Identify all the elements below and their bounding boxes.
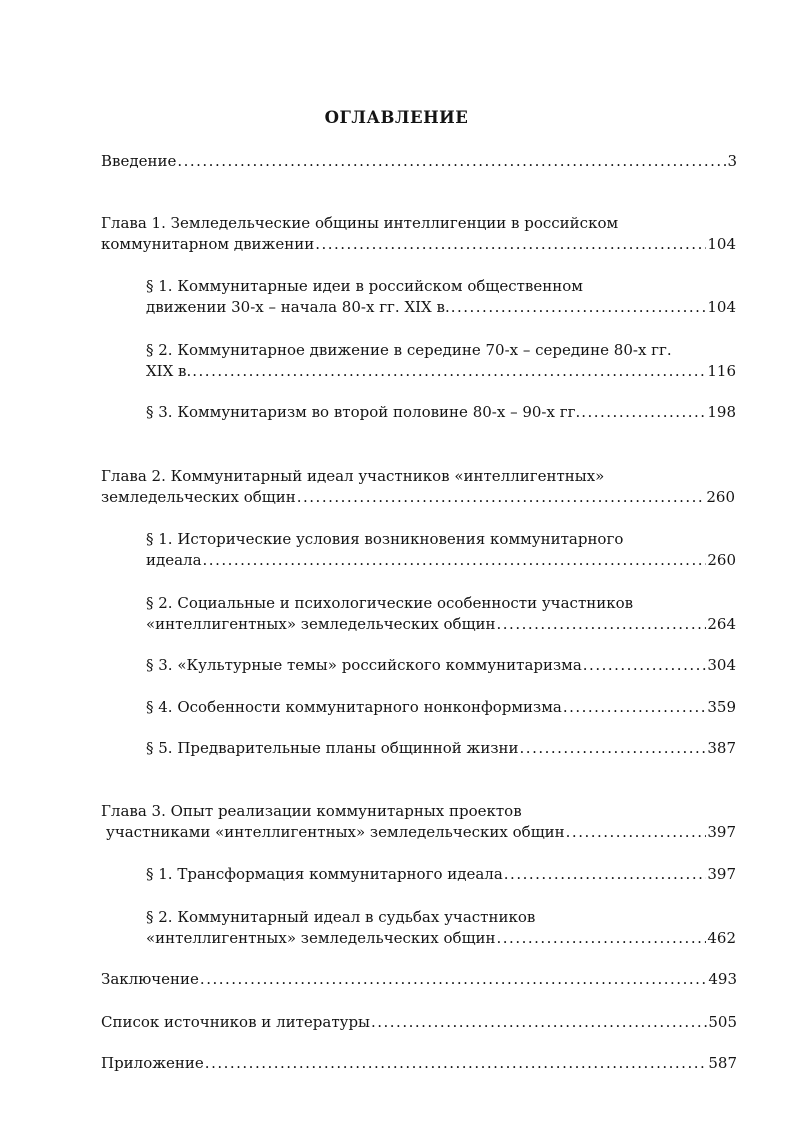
toc-entry-ch2-section-4 — [146, 697, 736, 718]
entry-text: § 5. Предварительные планы общинной жизни — [146, 739, 519, 757]
page-number: 462 — [707, 929, 736, 947]
entry-heading: § 1. Исторические условия возникновения коммунитарного — [146, 530, 624, 548]
entry-heading: Глава 3. Опыт реализации коммунитарных проектов — [101, 802, 522, 820]
entry-text: § 3. Коммунитаризм во второй половине 80-х – 90-х гг. — [146, 403, 581, 421]
page-number: 264 — [707, 615, 736, 633]
toc-entry-ch1-section-1 — [146, 276, 736, 318]
page-number: 260 — [706, 488, 735, 506]
page-number: 387 — [707, 739, 736, 757]
dot-leader — [504, 864, 707, 885]
entry-text: «интеллигентных» земледельческих общин — [146, 929, 496, 947]
toc-entry-appendix — [101, 1053, 737, 1074]
toc-entry-ch2-section-1 — [146, 529, 736, 571]
dot-leader — [315, 234, 706, 255]
dot-leader — [203, 550, 707, 571]
dot-leader — [297, 487, 706, 508]
entry-text: «интеллигентных» земледельческих общин — [146, 615, 496, 633]
dot-leader — [205, 1053, 708, 1074]
dot-leader — [583, 655, 707, 676]
entry-heading: § 2. Социальные и психологические особенности участников — [146, 594, 634, 612]
entry-text: § 1. Трансформация коммунитарного идеала — [146, 865, 503, 883]
entry-text: коммунитарном движении — [101, 235, 315, 253]
entry-text: участниками «интеллигентных» земледельческих общин — [106, 823, 565, 841]
dot-leader — [177, 151, 726, 172]
page-number: 116 — [707, 362, 736, 380]
entry-text: Введение — [101, 152, 177, 170]
entry-text: § 4. Особенности коммунитарного нонконформизма — [146, 698, 562, 716]
entry-heading: Глава 2. Коммунитарный идеал участников «интеллигентных» — [101, 467, 605, 485]
toc-entry-conclusion — [101, 969, 737, 990]
page-number: 104 — [707, 298, 736, 316]
page-number: 3 — [727, 152, 737, 170]
entry-text: движении 30-х – начала 80-х гг. XIX в. — [146, 298, 450, 316]
dot-leader — [371, 1012, 707, 1033]
page-number: 198 — [707, 403, 736, 421]
page-number: 260 — [707, 551, 736, 569]
dot-leader — [497, 928, 707, 949]
toc-entry-ch1-section-2 — [146, 340, 736, 382]
toc-entry-chapter-3 — [101, 801, 736, 843]
toc-entry-ch2-section-5 — [146, 738, 736, 759]
toc-entry-ch2-section-2 — [146, 593, 736, 635]
page-number: 304 — [707, 656, 736, 674]
toc-entry-introduction — [101, 151, 737, 172]
page-number: 359 — [707, 698, 736, 716]
entry-heading: § 1. Коммунитарные идеи в российском общественном — [146, 277, 583, 295]
dot-leader — [563, 697, 707, 718]
entry-text: идеала — [146, 551, 202, 569]
dot-leader — [497, 614, 707, 635]
entry-heading: § 2. Коммунитарное движение в середине 70-х – середине 80-х гг. — [146, 341, 672, 359]
toc-title: ОГЛАВЛЕНИЕ — [324, 108, 469, 127]
page-number: 104 — [707, 235, 736, 253]
toc-entry-ch2-section-3 — [146, 655, 736, 676]
dot-leader — [451, 297, 707, 318]
toc-entry-ch3-section-2 — [146, 907, 736, 949]
toc-entry-ch3-section-1 — [146, 864, 736, 885]
entry-heading: § 2. Коммунитарный идеал в судьбах участников — [146, 908, 536, 926]
dot-leader — [581, 402, 706, 423]
entry-heading: Глава 1. Земледельческие общины интеллигенции в российском — [101, 214, 619, 232]
entry-text: Приложение — [101, 1054, 204, 1072]
entry-text: Заключение — [101, 970, 199, 988]
toc-entry-bibliography — [101, 1012, 737, 1033]
entry-text: § 3. «Культурные темы» российского коммунитаризма — [146, 656, 582, 674]
dot-leader — [566, 822, 707, 843]
dot-leader — [520, 738, 707, 759]
page-number: 505 — [708, 1013, 737, 1031]
entry-text: Список источников и литературы — [101, 1013, 370, 1031]
page-number: 397 — [707, 865, 736, 883]
dot-leader — [192, 361, 706, 382]
toc-entry-chapter-2 — [101, 466, 735, 508]
entry-text: XIX в. — [146, 362, 192, 380]
toc-entry-ch1-section-3 — [146, 402, 736, 423]
toc-entry-chapter-1 — [101, 213, 736, 255]
page-number: 397 — [707, 823, 736, 841]
dot-leader — [200, 969, 707, 990]
page-number: 493 — [708, 970, 737, 988]
entry-text: земледельческих общин — [101, 488, 296, 506]
page-number: 587 — [708, 1054, 737, 1072]
